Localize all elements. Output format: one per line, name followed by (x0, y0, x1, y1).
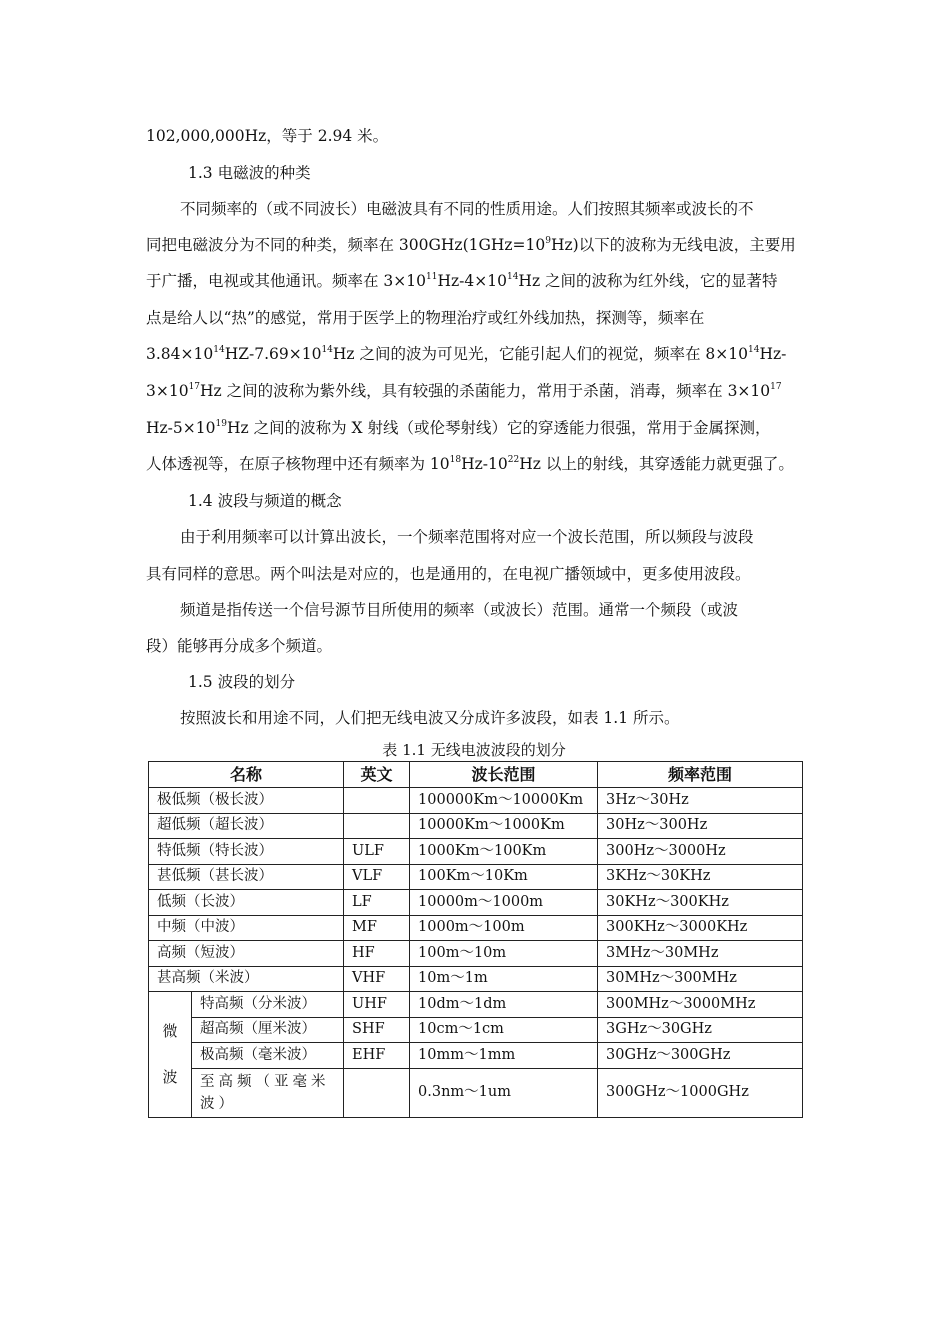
section-heading-1-4: 1.4 波段与频道的概念 (188, 492, 342, 510)
cell-name: 甚高频（米波） (149, 966, 344, 992)
cell-wavelength: 100Km～10Km (410, 864, 598, 890)
text-line: 于广播，电视或其他通讯。频率在 $3\times 10^{11}Hz-4\times 10^{14}Hz$ 之间的波称为红外线，它的显著特 (146, 272, 778, 290)
table-row (149, 915, 803, 941)
cell-name: 超高频（厘米波） (192, 1017, 344, 1043)
text-line: 同把电磁波分为不同的种类，频率在 $300GHz(1GHz=10^9Hz)$以下的波称为无线电波，主要用 (146, 236, 796, 254)
cell-english: EHF (344, 1043, 410, 1069)
table-row (149, 941, 803, 967)
table-row (149, 1068, 803, 1117)
text-line: 人体透视等，在原子核物理中还有频率为 $10^{18}Hz-10^{22}Hz$ 以上的射线，其穿透能力就更强了。 (146, 455, 794, 473)
cell-english: VHF (344, 966, 410, 992)
cell-wavelength: 10m～1m (410, 966, 598, 992)
header-english: 英文 (344, 762, 410, 788)
section-heading-1-5: 1.5 波段的划分 (188, 673, 296, 691)
cell-english (344, 788, 410, 814)
cell-frequency: 30MHz～300MHz (598, 966, 803, 992)
cell-frequency: 30KHz～300KHz (598, 890, 803, 916)
cell-wavelength: 10000m～1000m (410, 890, 598, 916)
cell-english: VLF (344, 864, 410, 890)
text-line: 点是给人以“热”的感觉，常用于医学上的物理治疗或红外线加热，探测等，频率在 (146, 309, 705, 327)
cell-name: 超低频（超长波） (149, 813, 344, 839)
cell-wavelength: 1000m～100m (410, 915, 598, 941)
table-row (149, 890, 803, 916)
cell-name: 极低频（极长波） (149, 788, 344, 814)
cell-frequency: 30Hz～300Hz (598, 813, 803, 839)
header-frequency: 频率范围 (598, 762, 803, 788)
cell-wavelength: 10mm～1mm (410, 1043, 598, 1069)
text-line: 段）能够再分成多个频道。 (146, 637, 333, 655)
cell-english: ULF (344, 839, 410, 865)
table-row (149, 1017, 803, 1043)
header-wavelength: 波长范围 (410, 762, 598, 788)
cell-frequency: 3GHz～30GHz (598, 1017, 803, 1043)
cell-english (344, 813, 410, 839)
cell-wavelength: 10dm～1dm (410, 992, 598, 1018)
cell-frequency: 3KHz～30KHz (598, 864, 803, 890)
cell-name: 高频（短波） (149, 941, 344, 967)
cell-english: LF (344, 890, 410, 916)
text-line: $3\times 10^{17}Hz$ 之间的波称为紫外线，具有较强的杀菌能力，常用于杀菌，消毒，频率在 $3\times 10^{17}$ (146, 382, 782, 400)
cell-wavelength: 0.3nm～1um (410, 1068, 598, 1117)
text-line: 频道是指传送一个信号源节目所使用的频率（或波长）范围。通常一个频段（或波 (180, 601, 739, 619)
text-line: 按照波长和用途不同，人们把无线电波又分成许多波段，如表 1.1 所示。 (180, 709, 680, 727)
cell-frequency: 3Hz～30Hz (598, 788, 803, 814)
cell-name: 极高频（毫米波） (192, 1043, 344, 1069)
cell-name: 至高频（亚毫米波） (192, 1068, 344, 1117)
cell-name: 低频（长波） (149, 890, 344, 916)
section-heading-1-3: 1.3 电磁波的种类 (188, 164, 311, 182)
cell-wavelength: 1000Km～100Km (410, 839, 598, 865)
text-line: 由于利用频率可以计算出波长，一个频率范围将对应一个波长范围，所以频段与波段 (180, 528, 754, 546)
cell-wavelength: 10cm～1cm (410, 1017, 598, 1043)
header-name: 名称 (149, 762, 344, 788)
cell-wavelength: 100000Km～10000Km (410, 788, 598, 814)
cell-name: 甚低频（甚长波） (149, 864, 344, 890)
cell-wavelength: 10000Km～1000Km (410, 813, 598, 839)
table-caption: 表 1.1 无线电波波段的划分 (382, 741, 566, 759)
cell-name: 特低频（特长波） (149, 839, 344, 865)
table-row (149, 839, 803, 865)
text-line: 具有同样的意思。两个叫法是对应的，也是通用的，在电视广播领域中，更多使用波段。 (146, 565, 751, 583)
table-row (149, 966, 803, 992)
microwave-group-cell (149, 992, 192, 1118)
cell-frequency: 30GHz～300GHz (598, 1043, 803, 1069)
cell-english: UHF (344, 992, 410, 1018)
text-line: 102,000,000Hz，等于 2.94 米。 (146, 127, 389, 145)
table-row (149, 992, 803, 1018)
cell-wavelength: 100m～10m (410, 941, 598, 967)
table-header-row (149, 762, 803, 788)
table-row (149, 1043, 803, 1069)
table-row (149, 788, 803, 814)
group-label-char: 微 (162, 1022, 178, 1041)
cell-name: 特高频（分米波） (192, 992, 344, 1018)
text-line: $3.84\times 10^{14}HZ-7.69\times 10^{14}Hz$ 之间的波为可见光，它能引起人们的视觉，频率在 $8\times 10^{14}Hz-$ (146, 345, 787, 363)
cell-english: MF (344, 915, 410, 941)
cell-english: HF (344, 941, 410, 967)
cell-name: 中频（中波） (149, 915, 344, 941)
group-label-char: 波 (162, 1068, 178, 1087)
table-row (149, 813, 803, 839)
text-line: 不同频率的（或不同波长）电磁波具有不同的性质用途。人们按照其频率或波长的不 (180, 200, 754, 218)
text-line: $Hz-5\times 10^{19}Hz$ 之间的波称为 X 射线（或伦琴射线）它的穿透能力很强，常用于金属探测， (146, 419, 771, 437)
radio-band-table (148, 761, 803, 1118)
cell-frequency: 3MHz～30MHz (598, 941, 803, 967)
table-row (149, 864, 803, 890)
cell-english: SHF (344, 1017, 410, 1043)
cell-frequency: 300KHz～3000KHz (598, 915, 803, 941)
cell-english (344, 1068, 410, 1117)
cell-frequency: 300MHz～3000MHz (598, 992, 803, 1018)
cell-frequency: 300Hz～3000Hz (598, 839, 803, 865)
cell-frequency: 300GHz～1000GHz (598, 1068, 803, 1117)
